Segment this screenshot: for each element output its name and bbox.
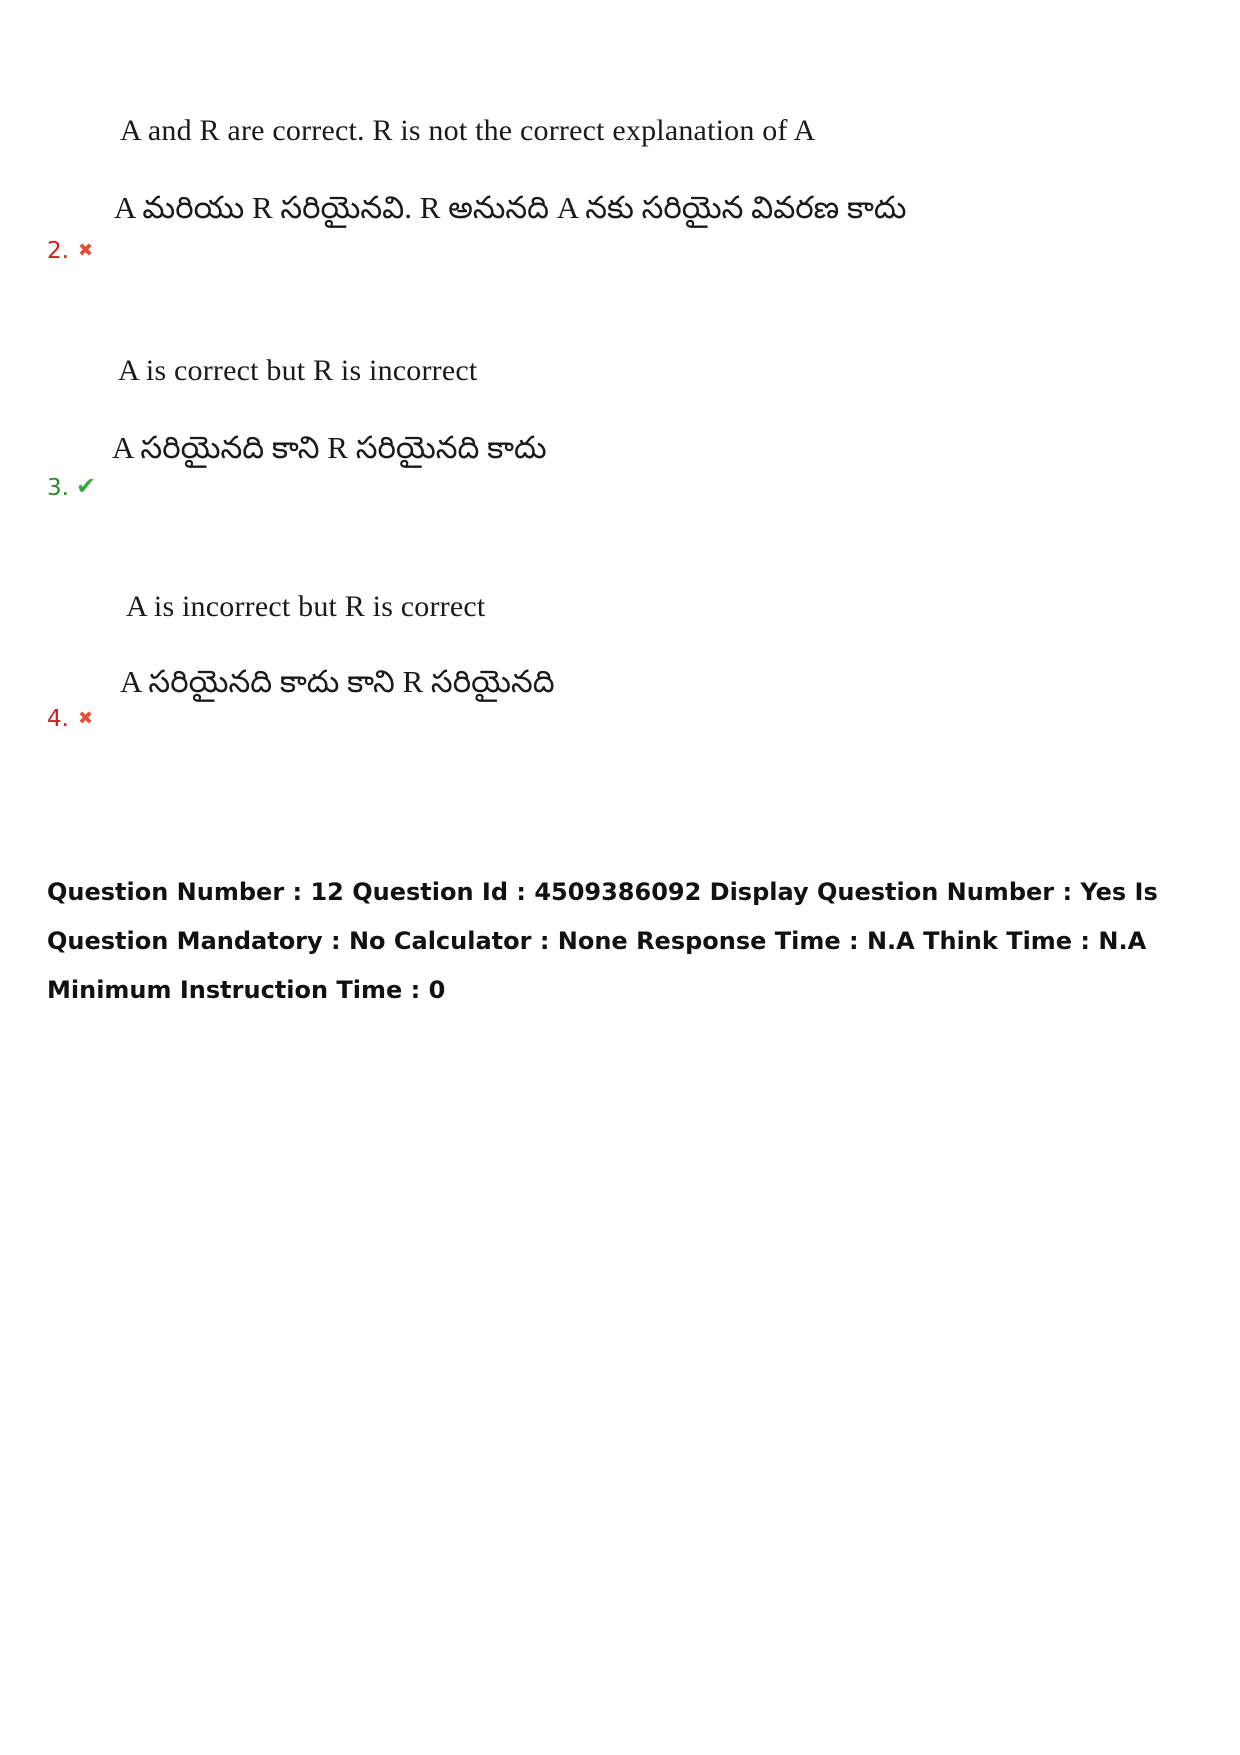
option-2-number: 2. <box>47 238 69 264</box>
option-2-text-english: A and R are correct. R is not the correct explanation of A <box>120 114 816 147</box>
option-3-text-telugu: A సరియైనది కాని R సరియైనది కాదు <box>112 430 547 465</box>
option-4-text-english: A is incorrect but R is correct <box>126 590 486 623</box>
option-4-text-telugu: A సరియైనది కాదు కాని R సరియైనది <box>120 664 555 699</box>
cross-icon: ✖ <box>78 240 94 261</box>
option-3-number: 3. <box>47 475 69 501</box>
question-metadata: Question Number : 12 Question Id : 4509386092 Display Question Number : Yes Is Question Mandatory : No Calculator : None Response Time : N.A Think Time : N.A Minimum Instruction Time : 0 <box>47 878 1158 1004</box>
option-2-text-telugu: A మరియు R సరియైనవి. R అనునది A నకు సరియైన వివరణ కాదు <box>114 190 907 225</box>
cross-icon: ✖ <box>78 708 94 729</box>
check-icon: ✔ <box>76 472 97 500</box>
option-3-text-english: A is correct but R is incorrect <box>118 354 478 387</box>
option-4-number: 4. <box>47 706 69 732</box>
